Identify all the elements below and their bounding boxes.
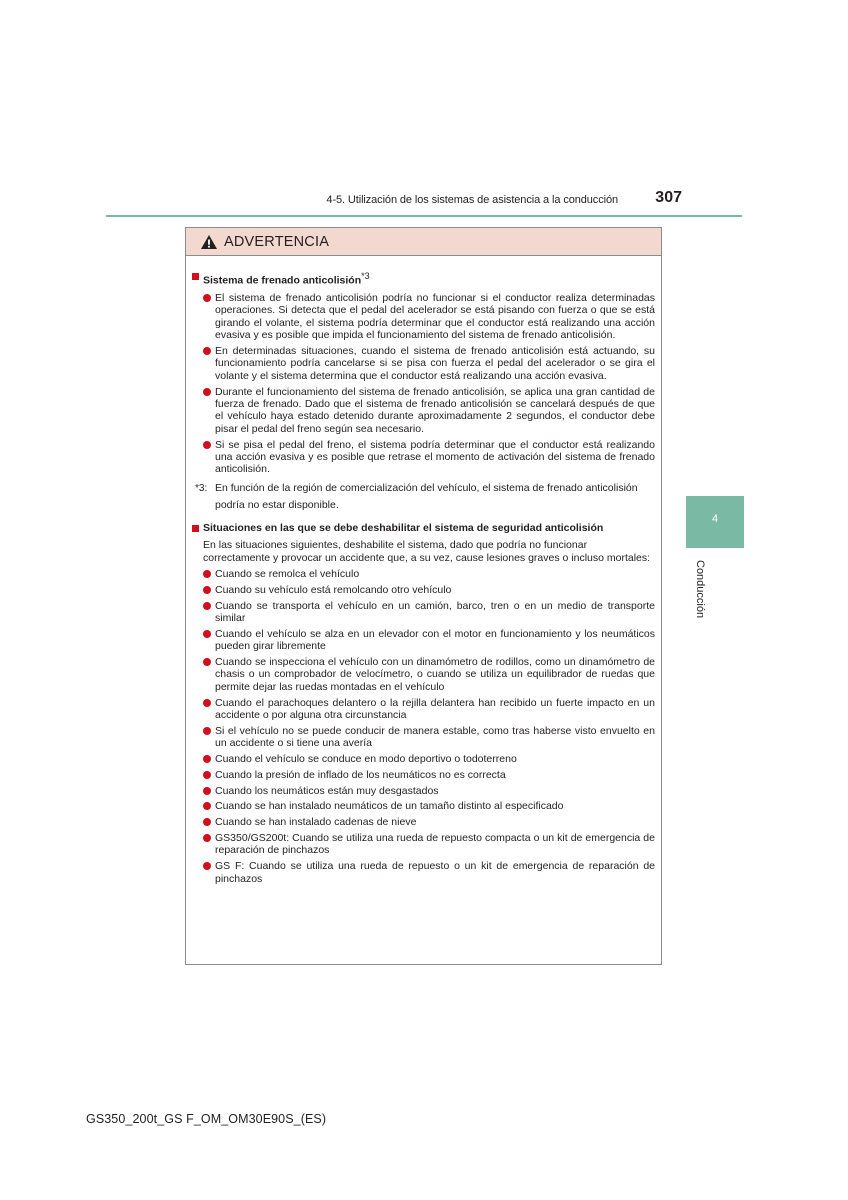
- bullet-dot-icon: [203, 771, 211, 779]
- bullet-dot-icon: [203, 347, 211, 355]
- bullet-dot-icon: [203, 602, 211, 610]
- bullet-dot-icon: [203, 818, 211, 826]
- list-item: [190, 769, 655, 781]
- bullet-list: [190, 292, 655, 476]
- list-item-text: GS350/GS200t: Cuando se utiliza una rueda de repuesto compacta o un kit de emergencia de reparación de pinchazos: [215, 831, 655, 857]
- bullet-dot-icon: [203, 727, 211, 735]
- list-item-text: Cuando se han instalado cadenas de nieve: [215, 816, 417, 829]
- list-item: [190, 860, 655, 885]
- list-item: [190, 568, 655, 580]
- list-item: [190, 386, 655, 436]
- list-item: [190, 345, 655, 382]
- list-item-text: Si el vehículo no se puede conducir de manera estable, como tras haberse visto envuelto en un accidente o si tiene una avería: [215, 724, 655, 750]
- bullet-dot-icon: [203, 630, 211, 638]
- bullet-dot-icon: [203, 699, 211, 707]
- footnote: [190, 480, 655, 514]
- document-code: GS350_200t_GS F_OM_OM30E90S_(ES): [86, 1112, 327, 1126]
- bullet-dot-icon: [203, 755, 211, 763]
- warning-triangle-icon: [200, 234, 218, 250]
- list-item-text: En determinadas situaciones, cuando el sistema de frenado anticolisión está actuando, su funcionamiento podría cancelarse si se pisa con fuerza el pedal del acelerador o se gira el volante y el sistema determina que el conductor está realizando una acción evasiva.: [215, 344, 655, 382]
- warning-header: [186, 228, 661, 256]
- chapter-label: Conducción: [694, 560, 706, 619]
- list-item-text: Cuando los neumáticos están muy desgastados: [215, 784, 439, 797]
- chapter-tab: [686, 496, 744, 548]
- list-item: [190, 753, 655, 765]
- list-item-text: Durante el funcionamiento del sistema de frenado anticolisión, se aplica una gran cantidad de fuerza de frenado. Dado que el sistema de frenado anticolisión se cancelará después de que el vehículo haya estado detenido durante aproximadamente 2 segundos, el conductor debe pisar el pedal del freno según sea necesario.: [215, 385, 655, 435]
- footnote-ref: *3: [361, 271, 370, 281]
- list-item: [190, 832, 655, 857]
- warning-box: [185, 227, 662, 965]
- list-item: [190, 697, 655, 722]
- section-heading: [190, 522, 655, 534]
- bullet-dot-icon: [203, 294, 211, 302]
- bullet-list: [190, 568, 655, 885]
- section-heading: [190, 270, 655, 287]
- square-bullet-icon: [192, 525, 199, 532]
- list-item-text: Cuando se han instalado neumáticos de un tamaño distinto al especificado: [215, 800, 564, 813]
- bullet-dot-icon: [203, 570, 211, 578]
- square-bullet-icon: [192, 273, 199, 280]
- bullet-dot-icon: [203, 658, 211, 666]
- footnote-text: En función de la región de comercialización del vehículo, el sistema de frenado anticolisión podría no estar disponible.: [215, 481, 638, 511]
- list-item: [190, 656, 655, 693]
- section-intro: En las situaciones siguientes, deshabilite el sistema, dado que podría no funcionar correctamente y provocar un accidente que, a su vez, cause lesiones graves o incluso mortales:: [203, 539, 651, 564]
- bullet-dot-icon: [203, 862, 211, 870]
- list-item-text: Cuando se transporta el vehículo en un camión, barco, tren o en un medio de transporte similar: [215, 599, 655, 624]
- header-divider: [106, 215, 742, 217]
- list-item-text: Cuando el vehículo se conduce en modo deportivo o todoterreno: [215, 753, 517, 765]
- section-heading-text: Sistema de frenado anticolisión: [203, 274, 362, 287]
- bullet-dot-icon: [203, 388, 211, 396]
- list-item-text: GS F: Cuando se utiliza una rueda de repuesto o un kit de emergencia de reparación de pinchazos: [215, 860, 655, 885]
- list-item: [190, 292, 655, 342]
- page-number: 307: [655, 189, 682, 206]
- list-item: [190, 584, 655, 596]
- list-item-text: Cuando la presión de inflado de los neumáticos no es correcta: [215, 768, 506, 781]
- list-item: [190, 600, 655, 625]
- list-item: [190, 439, 655, 476]
- list-item-text: El sistema de frenado anticolisión podría no funcionar si el conductor realiza determinadas operaciones. Si detecta que el pedal del acelerador se está pisando con fuerza o que se está girando el volante, el sistema podría determinar que el conductor está realizando una acción evasiva y es posible que impida el funcionamiento del sistema de frenado anticolisión.: [215, 291, 655, 342]
- list-item: [190, 800, 655, 812]
- list-item: [190, 628, 655, 653]
- list-item: [190, 725, 655, 750]
- list-item: [190, 785, 655, 797]
- warning-title: ADVERTENCIA: [224, 233, 330, 250]
- section-title: 4-5. Utilización de los sistemas de asistencia a la conducción: [326, 194, 618, 206]
- footnote-mark: *3:: [195, 482, 208, 494]
- bullet-dot-icon: [203, 834, 211, 842]
- section-heading-text: Situaciones en las que se debe deshabilitar el sistema de seguridad anticolisión: [203, 521, 604, 534]
- list-item-text: Cuando se remolca el vehículo: [215, 567, 360, 580]
- warning-content: [186, 256, 661, 885]
- bullet-dot-icon: [203, 586, 211, 594]
- list-item-text: Si se pisa el pedal del freno, el sistema podría determinar que el conductor está realizando una acción evasiva y es posible que retrase el momento de activación del sistema de frenado anticolisión.: [215, 438, 655, 476]
- chapter-number: 4: [711, 513, 719, 525]
- list-item-text: Cuando su vehículo está remolcando otro vehículo: [215, 583, 452, 596]
- list-item-text: Cuando el parachoques delantero o la rejilla delantera han recibido un fuerte impacto en un accidente o por alguna otra circunstancia: [215, 696, 655, 721]
- bullet-dot-icon: [203, 787, 211, 795]
- list-item-text: Cuando se inspecciona el vehículo con un dinamómetro de rodillos, como un dinamómetro de chasis o un comprobador de velocímetro, o cuando se utiliza un equilibrador de ruedas que permite dejar las ruedas montadas en el vehículo: [215, 655, 655, 693]
- list-item-text: Cuando el vehículo se alza en un elevador con el motor en funcionamiento y los neumáticos pueden girar libremente: [215, 627, 655, 653]
- list-item: [190, 816, 655, 828]
- bullet-dot-icon: [203, 441, 211, 449]
- bullet-dot-icon: [203, 802, 211, 810]
